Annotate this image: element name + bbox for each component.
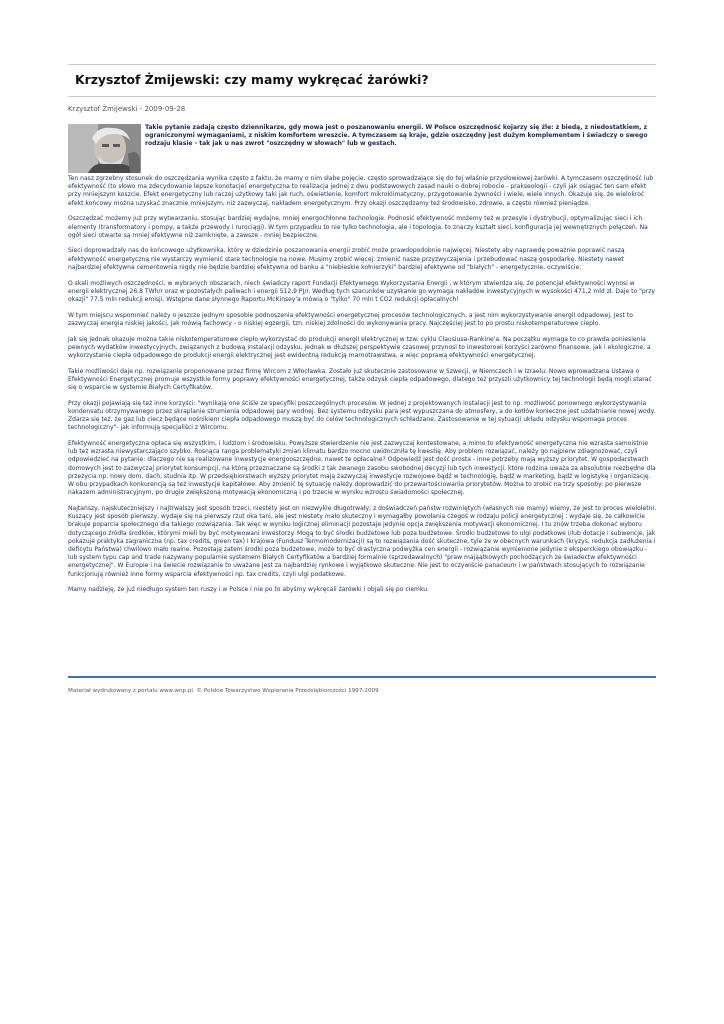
title-divider <box>68 96 656 97</box>
article-content <box>68 124 656 602</box>
article-paragraph: O skali możliwych oszczędności, w wybranych obszarach, niech świadczy raport Fundacji Efektywnego Wykorzystania Energii , w którym stwierdza się, że potencjał efektywności wynosi w energii elektrycznej 26,8 TWh/r oraz w pozostałych paliwach i energii 512,9 PJ/r. Według tych szacunków uzyskanie go wymaga nakładów inwestycyjnych w wysokości 471,2 mld zł. Daje to "przy okazji" 77.5 mln redukcji emisji. Wstępne dane słynnego Raportu McKinsey'a mówią o "tylko" 70 mln t CO2 redukcji opłacalnych! <box>68 279 655 303</box>
article-paragraph: Sieci doprowadzały nas do końcowego użytkownika, który w dziedzinie poszanowania energii zrobić może prawdopodobnie najwięcej. Niestety aby naprawdę poważnie poprawić naszą efektywność energetyczną nie wystarczy wymienić stare technologie na nowe. Musimy zrobić więcej: zmienić nasze przyzwyczajenia i przebudować naszą gospodarkę. Niestety nawet najbardziej efektywna cementownia nigdy nie będzie bardziej efektywna od banku a "niebieskie kołnierzyki" bardziej efektywne od "białych" - energetycznie, oczywiście. <box>68 247 625 271</box>
article-paragraph: Ten nasz zgrzebny stosunek do oszczędzania wynika często z faktu, że mamy o nim słabe pojęcie, często sprowadzające się do tej właśnie przysłowiowej żarówki. A tymczasem oszczędność lub efektywność (to słowo ma zdecydowanie lepsze konotacje) energetyczna to realizacja jednej z dwu podstawowych zasad nauki o dobrej robocie - prakseologii - czyli jak osiągać ten sam efekt przy mniejszym koszcie. Efekt energetyczny lub raczej użytkowy taki jak ruch, oświetlenie, komfort mikroklimatyczny, przygotowanie żywności i wiele, wiele innych. Okazuje się, że wielokroć efekt końcowy można uzyskać znacznie mniejszym, niż zazwyczaj, nakładem energetycznym. Przy okazji oszczędzamy też środowisko, zdrowie, a często również pieniądze. <box>68 175 654 207</box>
article-byline: Krzysztof Żmijewski - 2009-09-28 <box>68 105 186 113</box>
article-paragraph: Mamy nadzieję, że już niedługo system ten ruszy i w Polsce i nie po to abyśmy wykręcali żarówki i objali się po ciemku. <box>68 586 430 594</box>
article-paragraph: Jak się jednak okazuje można takie niskotemperaturowe ciepło wykorzystać do produkcji energii elektrycznej w tzw. cyklu Clausiusa-Rankine'a. Na początku wymaga to co prawda poniesienia pewnych wydatków inwestycyjnych, związanych z budową instalacji odzysku, jednak w dłuższej perspektywie czasowej przynosi to inwestorowi korzyści zarówno finansowe, jak i ekologiczne, a wykorzystanie ciepła odpadowego do produkcji energii elektrycznej jest ewidentną redukcją marnotrawstwa, a więc poprawą efektywności energetycznej. <box>68 335 651 359</box>
article-paragraph: Najtańszy, najskuteczniejszy i najtrwalszy jest sposób trzeci, niestety jest on niezwykle długotrwały; z doświadczeń państw rozwiniętych (własnych nie mamy) wiemy, że jest to proces wieloletni. Kuszący jest sposób pierwszy, wydaje się na pierwszy rzut oka tani, ale jest niestety mało skuteczny i wymagałby powołania czegoś w rodzaju policji energetycznej ; wydaje się, że całkowicie brakuje poparcia społecznego dla takiego rozwiązania. Tak więc w wyniku logicznej eliminacji pozostaje jedynie opcja zwiększenia motywacji ekonomicznej. I tu znów trzeba dokonać wyboru dotyczącego źródła środków, którymi mieli by być motywowani inwestorzy. Mogą to być środki budżetowe lub poza budżetowe. Środki budżetowe to ulgi podatkowe i/lub dotacje i subwencje, jak pokazuje praktyka zagraniczna (np. tax credits, green tax) i krajowa (Fundusz Termomodernizacji) są to rozwiązania dość skuteczne, tyle że w obecnych warunkach (kryzys, redukcja zadłużenia i deficytu Państwa) chwilowo mało realne. Pozostają zatem środki poza budżetowe, może to być drastyczna podwyżka cen energii - rozwiązanie wymienione jedynie z eksperckiego obowiązku - lub system typu cap and trade nazywany popularnie systemem Białych Certyfikatów a bardziej formalnie (sprzedawalnych) "praw mająątkowych pochodzących ze świadectw efektywności energetycznej". W Europie i na świecie rozwiązanie to uważane jest za najbardziej rynkowe i wyjątkowo skuteczne. Nie jest to oczywiście panaceum i w państwach stosujących to rozwiązanie funkcjonują również inne formy wsparcia efektywności np. tax credits, czyli ulgi podatkowe. <box>68 505 657 578</box>
footer-divider <box>68 676 656 678</box>
article-paragraph: W tym miejscu wspomnieć należy o jeszcze jednym sposobie podnoszenia efektywności energetycznej procesów technologicznych, a jest nim wykorzystywanie energii odpadowej. Jest to zazwyczaj energia niskiej jakości, jak mówią fachowcy - o niskiej egzergii, tzn. niskiej zdolności do wykonywania pracy. Najczęściej jest to po prostu niskotemperaturowe ciepło. <box>68 311 633 327</box>
top-divider <box>68 64 656 65</box>
article-lead: Takie pytanie zadają często dziennikarze, gdy mowa jest o poszanowaniu energii. W Polsce oszczędność kojarzy się źle: z biedą, z niedostatkiem, z ograniczonymi wymaganiami, z niskim komfortem wreszcie. A tymczasem są kraje, gdzie oszczędny jest dużym komplementem i świadczy o swego rodzaju klasie - tak jak u nas zwrot "oszczędny w słowach" lub w gestach. <box>145 124 648 148</box>
article-paragraph: Oszczędzać możemy już przy wytwarzaniu, stosując bardziej wydajne, mniej energochłonne technologie. Podnosić efektywność możemy też w przesyle i dystrybucji, optymalizując sieci i ich elementy (transformatory i pompy, a także przewody i rurociągi). W tym przypadku to nie tylko technologia, ale i topologia, to znaczy kształt sieci, konfiguracja jej wewnętrznych połączeń. Na ogół sieci otwarte są mniej efektywne niż zamknięte, a zawsze - mniej bezpieczne. <box>68 215 648 239</box>
author-photo <box>68 124 141 173</box>
article-title: Krzysztof Żmijewski: czy mamy wykręcać żarówki? <box>75 72 429 87</box>
article-paragraph: Efektywność energetyczna opłaca się wszystkim, i ludziom i środowisku. Powyższe stwierdzenie nie jest zazwyczaj kontestowane, a mimo to efektywność energetyczna nie wzrasta samoistnie lub też wzrasta niewystarczająco szybko. Rosnąca ranga problematyki zmian klimatu bardzo mocno uwidoczniła tę kwestię. Aby problem rozwiązać, należy go najpierw zdiagnozować, czyli odpowiedzieć na pytanie: dlaczego nie są realizowane inwestycje energooszczędne, nawet te opłacalne? Odpowiedź jest dość prosta - inne potrzeby mają wyższy priorytet. W gospodarstwach domowych jest to zazwyczaj priorytet konsumpcji, na którą przeznaczane są środki z tak zwanego zasobu swobodnej decyzji lub tych inwestycji, które rodzina uważa za absolutnie niezbędne dla przeżycia np. nowy dom, dach, studnia itp. W przedsiębiorstwach wyższy priorytet mają zazwyczaj inwestycje rozwojowe bądź w technologię, bądź w marketing, bądź w logistykę i organizację. W obu przypadkach konkurencją są też inwestycje kapitałowe. Aby zmienić tę sytuację należy doprowadzić do przewartościowania priorytetów. Można to zrobić na trzy sposoby: po pierwsze nakazem administracyjnym, po drugie zwiększoną motywacją ekonomiczną i po trzecie w wyniku wzrostu świadomości społecznej. <box>68 440 656 497</box>
author-portrait-image <box>68 124 141 173</box>
article-body <box>68 175 656 595</box>
article-paragraph: Takie możliwości daje np. rozwiązanie proponowane przez firmę Wircom z Włocławka. Zostało już skutecznie zastosowane w Szwecji, w Niemczech i w Izraelu. Nowo wprowadzana Ustawa o Efektywności Energetycznej promuje wszystkie formy poprawy efektywności energetycznej, także odzysk ciepła odpadowego, dlatego też przyszli użytkownicy tej technologii będą mogli starać się o wsparcie w systemie Białych Certyfikatów. <box>68 367 652 392</box>
print-footer: Materiał wydrukowany z portalu www.wnp.pl. © Polskie Towarzystwo Wspierania Przedsiębiorczości 1997-2009 <box>68 688 379 694</box>
article-paragraph: Przy okazji pojawiają się też inne korzyści: "wynikają one ściśle ze specyfiki poszczególnych procesów. W jednej z projektowanych instalacji jest to np. możliwość ponownego wykorzystywania kondensatu otrzymywanego przez skraplanie strumienia odpadowej pary wodnej. Bez systemu odzysku para jest wypuszczana do atmosfery, a do kotłów konieczne jest uzdatnianie nowej wody. Zdarza się też, że gaz lub ciecz będące nośnikiem ciepła odpadowego muszą być do celów technologicznych schładzane. Zastosowanie w tej sytuacji układu odzysku wspomaga proces technologiczny"- jak informują specjaliści z Wircomu. <box>68 399 656 432</box>
